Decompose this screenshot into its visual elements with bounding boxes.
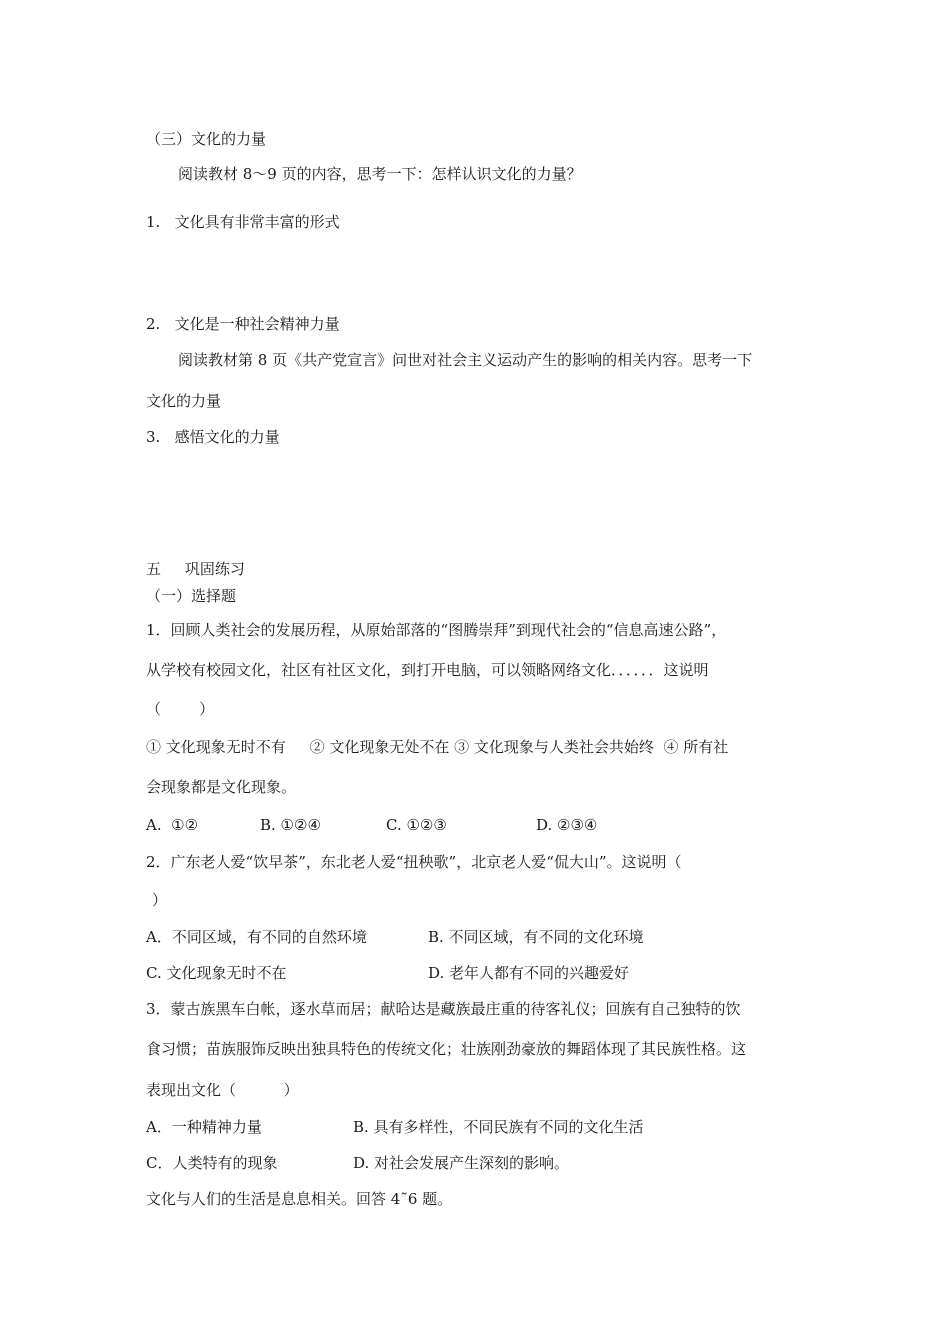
question-2-option-d: D. 老年人都有不同的兴趣爱好 <box>428 964 630 982</box>
section-heading-practice: 五 巩固练习 <box>146 560 245 578</box>
point-2-reading-line-2: 文化的力量 <box>146 392 222 410</box>
question-2-line-2: ） <box>152 891 168 909</box>
section-heading-power-of-culture: （三）文化的力量 <box>146 130 267 148</box>
question-3-option-b: B. 具有多样性，不同民族有不同的文化生活 <box>353 1118 644 1136</box>
question-1-answer-blank: （ ） <box>146 700 215 718</box>
point-2: 2. 文化是一种社会精神力量 <box>146 315 340 333</box>
question-2-option-c: C. 文化现象无时不在 <box>146 964 287 982</box>
question-1-statements-line-2: 会现象都是文化现象。 <box>146 778 297 796</box>
question-1-statements-line-1: ① 文化现象无时不有 ② 文化现象无处不在 ③ 文化现象与人类社会共始终 ④ 所有社 <box>146 738 729 756</box>
question-3-option-c: C．人类特有的现象 <box>146 1154 278 1172</box>
question-1-option-d: D. ②③④ <box>536 816 598 834</box>
question-3-line-3: 表现出文化（ ） <box>146 1081 299 1099</box>
question-2-option-b: B. 不同区域，有不同的文化环境 <box>428 928 644 946</box>
question-3-line-1: 3．蒙古族黑车白帐，逐水草而居；献哈达是藏族最庄重的待客礼仪；回族有自己独特的饮 <box>146 1000 741 1018</box>
question-1-option-a: A. ①② <box>146 816 199 834</box>
question-3-line-2: 食习惯；苗族服饰反映出独具特色的传统文化；壮族刚劲豪放的舞蹈体现了其民族性格。这 <box>146 1040 747 1058</box>
question-3-option-a: A．一种精神力量 <box>146 1118 262 1136</box>
questions-4-6-lead: 文化与人们的生活是息息相关。回答 4˜6 题。 <box>146 1190 453 1208</box>
question-2-line-1: 2．广东老人爱“饮早茶”，东北老人爱“扭秧歌”，北京老人爱“侃大山”。这说明（ <box>146 853 682 871</box>
subsection-multiple-choice: （一）选择题 <box>146 587 237 605</box>
question-3-option-d: D. 对社会发展产生深刻的影响。 <box>353 1154 570 1172</box>
question-1-line-1: 1．回顾人类社会的发展历程，从原始部落的“图腾崇拜”到现代社会的“信息高速公路”， <box>146 621 727 639</box>
question-1-option-b: B. ①②④ <box>260 816 321 834</box>
point-3: 3. 感悟文化的力量 <box>146 428 280 446</box>
reading-instruction: 阅读教材 8～9 页的内容，思考一下：怎样认识文化的力量？ <box>178 165 582 183</box>
question-1-option-c: C. ①②③ <box>386 816 447 834</box>
point-2-reading-line-1: 阅读教材第 8 页《共产党宣言》问世对社会主义运动产生的影响的相关内容。思考一下 <box>178 351 753 369</box>
question-1-line-2: 从学校有校园文化，社区有社区文化，到打开电脑，可以领略网络文化．．．．．．这说明 <box>146 661 709 679</box>
question-2-option-a: A．不同区域，有不同的自然环境 <box>146 928 367 946</box>
point-1: 1. 文化具有非常丰富的形式 <box>146 213 340 231</box>
